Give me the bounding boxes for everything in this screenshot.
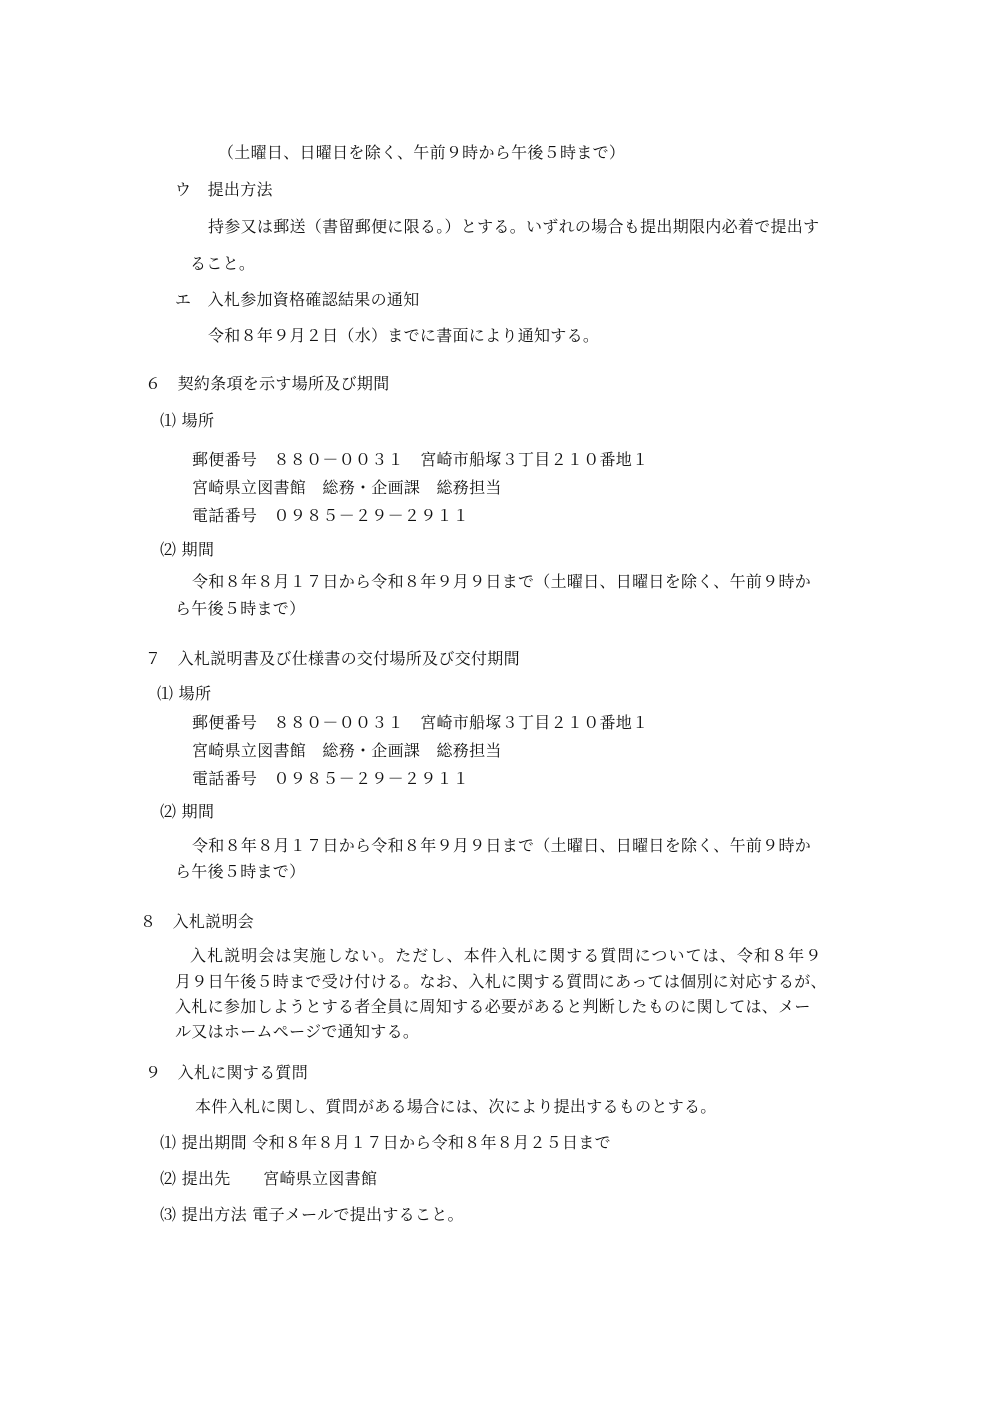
submission-method-heading: ウ 提出方法 [175, 180, 273, 199]
section-7-period-text-cont: ら午後５時まで） [175, 862, 306, 881]
eligibility-result-heading: エ 入札参加資格確認結果の通知 [175, 290, 420, 309]
hours-note: （土曜日、日曜日を除く、午前９時から午後５時まで） [218, 143, 626, 162]
eligibility-result-text: 令和８年９月２日（水）までに書面により通知する。 [208, 326, 600, 345]
section-6-postal-address: 郵便番号 ８８０－００３１ 宮崎市船塚３丁目２１０番地１ [192, 450, 649, 469]
section-6-heading: ６ 契約条項を示す場所及び期間 [145, 374, 390, 393]
section-7-period-label: ⑵ 期間 [160, 802, 215, 821]
section-6-office: 宮崎県立図書館 総務・企画課 総務担当 [192, 478, 502, 497]
question-period: ⑴ 提出期間 令和８年８月１７日から令和８年８月２５日まで [160, 1133, 611, 1152]
section-7-place-label: ⑴ 場所 [157, 684, 212, 703]
section-6-phone: 電話番号 ０９８５－２９－２９１１ [192, 506, 470, 525]
section-7-postal-address: 郵便番号 ８８０－００３１ 宮崎市船塚３丁目２１０番地１ [192, 713, 649, 732]
section-6-period-text-cont: ら午後５時まで） [175, 599, 306, 618]
section-8-text-1: 入札説明会は実施しない。ただし、本件入札に関する質問については、令和８年９ [190, 946, 823, 965]
section-6-period-label: ⑵ 期間 [160, 540, 215, 559]
section-7-period-text: 令和８年８月１７日から令和８年９月９日まで（土曜日、日曜日を除く、午前９時か [192, 836, 812, 855]
question-method: ⑶ 提出方法 電子メールで提出すること。 [160, 1205, 464, 1224]
section-9-intro: 本件入札に関し、質問がある場合には、次により提出するものとする。 [195, 1097, 717, 1116]
section-6-period-text: 令和８年８月１７日から令和８年９月９日まで（土曜日、日曜日を除く、午前９時か [192, 572, 812, 591]
submission-method-text: 持参又は郵送（書留郵便に限る。）とする。いずれの場合も提出期限内必着で提出す [208, 217, 820, 236]
section-7-office: 宮崎県立図書館 総務・企画課 総務担当 [192, 741, 502, 760]
section-7-phone: 電話番号 ０９８５－２９－２９１１ [192, 769, 470, 788]
section-6-place-label: ⑴ 場所 [160, 411, 215, 430]
section-8-text-2: 月９日午後５時まで受け付ける。なお、入札に関する質問にあっては個別に対応するが、 [175, 972, 827, 991]
section-8-text-4: ル又はホームページで通知する。 [175, 1022, 420, 1041]
section-8-text-3: 入札に参加しようとする者全員に周知する必要があると判断したものに関しては、メー [175, 997, 811, 1016]
question-destination: ⑵ 提出先 宮崎県立図書館 [160, 1169, 378, 1188]
section-8-heading: ８ 入札説明会 [140, 912, 255, 931]
section-7-heading: ７ 入札説明書及び仕様書の交付場所及び交付期間 [145, 649, 520, 668]
section-9-heading: ９ 入札に関する質問 [145, 1063, 309, 1082]
submission-method-text-cont: ること。 [190, 254, 256, 273]
